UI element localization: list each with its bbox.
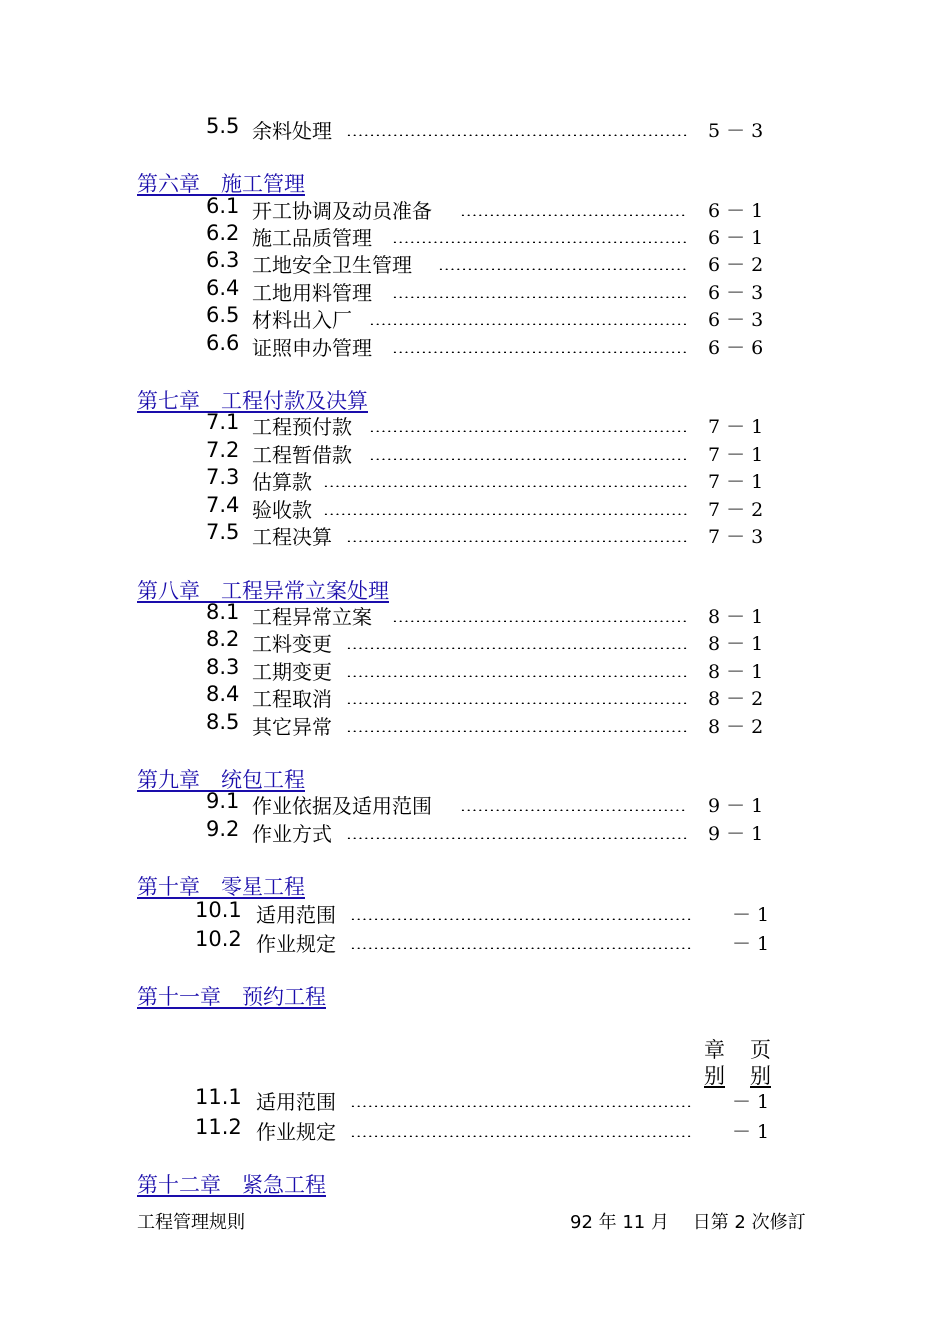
section-number: 9.1 <box>206 789 240 813</box>
dot-leader <box>460 809 688 811</box>
section-number: 7.1 <box>206 410 240 434</box>
toc-entry <box>0 520 950 548</box>
section-title: 工程暂借款 <box>252 443 352 467</box>
dot-leader <box>346 540 688 542</box>
column-header-page-top: 页 <box>750 1038 771 1062</box>
page-ref: － 1 <box>732 1091 770 1113</box>
section-number: 6.4 <box>206 276 240 300</box>
section-number: 8.1 <box>206 600 240 624</box>
dot-leader <box>346 702 688 704</box>
toc-entry <box>0 710 950 738</box>
section-number: 11.2 <box>195 1115 242 1139</box>
toc-entry <box>0 600 950 628</box>
section-title: 工期变更 <box>252 660 332 684</box>
section-title: 验收款 <box>252 498 312 522</box>
dot-leader <box>323 485 688 487</box>
section-number: 7.4 <box>206 493 240 517</box>
chapter-6-link[interactable]: 第六章 施工管理 <box>137 172 305 196</box>
section-title: 开工协调及动员准备 <box>252 199 432 223</box>
dot-leader <box>346 730 688 732</box>
dot-leader <box>323 513 688 515</box>
toc-entry <box>0 114 950 142</box>
dot-leader <box>346 647 688 649</box>
page-ref: 7 － 1 <box>708 444 764 466</box>
dot-leader <box>350 918 692 920</box>
section-title: 作业规定 <box>256 932 336 956</box>
dot-leader <box>392 296 688 298</box>
chapter-9-link[interactable]: 第九章 统包工程 <box>137 768 305 792</box>
section-number: 6.6 <box>206 331 240 355</box>
section-number: 7.5 <box>206 520 240 544</box>
dot-leader <box>346 837 688 839</box>
section-number: 8.2 <box>206 627 240 651</box>
section-title: 工地用料管理 <box>252 281 372 305</box>
section-title: 工地安全卫生管理 <box>252 253 412 277</box>
toc-entry <box>0 221 950 249</box>
toc-entry <box>0 817 950 845</box>
toc-entry <box>0 276 950 304</box>
section-title: 证照申办管理 <box>252 336 372 360</box>
dot-leader <box>392 351 688 353</box>
page-ref: 6 － 3 <box>708 282 764 304</box>
section-number: 6.2 <box>206 221 240 245</box>
toc-entry <box>0 331 950 359</box>
page-ref: 8 － 2 <box>708 716 764 738</box>
toc-entry <box>0 927 950 955</box>
section-title: 估算款 <box>252 470 312 494</box>
dot-leader <box>438 268 688 270</box>
section-title: 作业依据及适用范围 <box>252 794 432 818</box>
section-number: 9.2 <box>206 817 240 841</box>
page-ref: 7 － 3 <box>708 526 764 548</box>
section-number: 7.2 <box>206 438 240 462</box>
toc-entry <box>0 248 950 276</box>
page-ref: 8 － 2 <box>708 688 764 710</box>
section-title: 适用范围 <box>256 1090 336 1114</box>
page-ref: 7 － 1 <box>708 416 764 438</box>
dot-leader <box>350 1105 692 1107</box>
toc-entry <box>0 789 950 817</box>
page-ref: 8 － 1 <box>708 606 764 628</box>
page-ref: 8 － 1 <box>708 661 764 683</box>
section-number: 10.2 <box>195 927 242 951</box>
section-number: 6.1 <box>206 194 240 218</box>
dot-leader <box>369 323 688 325</box>
page-ref: 7 － 2 <box>708 499 764 521</box>
chapter-10-link[interactable]: 第十章 零星工程 <box>137 875 305 899</box>
section-title: 工程预付款 <box>252 415 352 439</box>
section-title: 材料出入厂 <box>252 308 352 332</box>
page-ref: 6 － 1 <box>708 227 764 249</box>
page-ref: － 1 <box>732 1121 770 1143</box>
page-ref: 5 － 3 <box>708 120 764 142</box>
dot-leader <box>350 947 692 949</box>
chapter-12-link[interactable]: 第十二章 紧急工程 <box>137 1173 326 1197</box>
section-title: 作业方式 <box>252 822 332 846</box>
column-header-page-bottom: 别 <box>750 1064 771 1088</box>
page-ref: 9 － 1 <box>708 823 764 845</box>
dot-leader <box>392 241 688 243</box>
page-ref: － 1 <box>732 904 770 926</box>
chapter-8-link[interactable]: 第八章 工程异常立案处理 <box>137 579 389 603</box>
page-ref: 6 － 2 <box>708 254 764 276</box>
section-title: 工程异常立案 <box>252 605 372 629</box>
section-title: 工程决算 <box>252 525 332 549</box>
dot-leader <box>369 458 688 460</box>
page-ref: 9 － 1 <box>708 795 764 817</box>
toc-entry <box>0 655 950 683</box>
chapter-11-link[interactable]: 第十一章 预约工程 <box>137 985 326 1009</box>
column-header-chapter-bottom: 别 <box>704 1064 725 1088</box>
section-title: 余料处理 <box>252 119 332 143</box>
toc-entry <box>0 194 950 222</box>
chapter-7-link[interactable]: 第七章 工程付款及决算 <box>137 389 368 413</box>
page-ref: 6 － 1 <box>708 200 764 222</box>
toc-entry <box>0 438 950 466</box>
section-number: 8.3 <box>206 655 240 679</box>
page-ref: － 1 <box>732 933 770 955</box>
footer-doc-title: 工程管理规則 <box>137 1212 245 1233</box>
toc-entry <box>0 682 950 710</box>
dot-leader <box>346 675 688 677</box>
section-number: 11.1 <box>195 1085 242 1109</box>
section-number: 6.3 <box>206 248 240 272</box>
toc-entry <box>0 1115 950 1143</box>
page-ref: 7 － 1 <box>708 471 764 493</box>
dot-leader <box>350 1135 692 1137</box>
section-title: 适用范围 <box>256 903 336 927</box>
section-number: 8.4 <box>206 682 240 706</box>
toc-entry <box>0 1085 950 1113</box>
section-title: 工料变更 <box>252 632 332 656</box>
dot-leader <box>392 620 688 622</box>
section-number: 7.3 <box>206 465 240 489</box>
page-ref: 8 － 1 <box>708 633 764 655</box>
section-number: 6.5 <box>206 303 240 327</box>
section-number: 10.1 <box>195 898 242 922</box>
dot-leader <box>369 430 688 432</box>
toc-entry <box>0 898 950 926</box>
section-title: 作业规定 <box>256 1120 336 1144</box>
toc-entry <box>0 465 950 493</box>
page-ref: 6 － 6 <box>708 337 764 359</box>
toc-entry <box>0 493 950 521</box>
dot-leader <box>460 214 688 216</box>
section-title: 施工品质管理 <box>252 226 372 250</box>
toc-entry <box>0 410 950 438</box>
column-header-chapter-top: 章 <box>704 1038 725 1062</box>
toc-entry <box>0 303 950 331</box>
footer-revision: 92 年 11 月 日第 2 次修訂 <box>570 1212 806 1233</box>
section-title: 其它异常 <box>252 715 332 739</box>
toc-entry <box>0 627 950 655</box>
section-number: 8.5 <box>206 710 240 734</box>
dot-leader <box>346 134 688 136</box>
section-number: 5.5 <box>206 114 240 138</box>
section-title: 工程取消 <box>252 687 332 711</box>
page-ref: 6 － 3 <box>708 309 764 331</box>
